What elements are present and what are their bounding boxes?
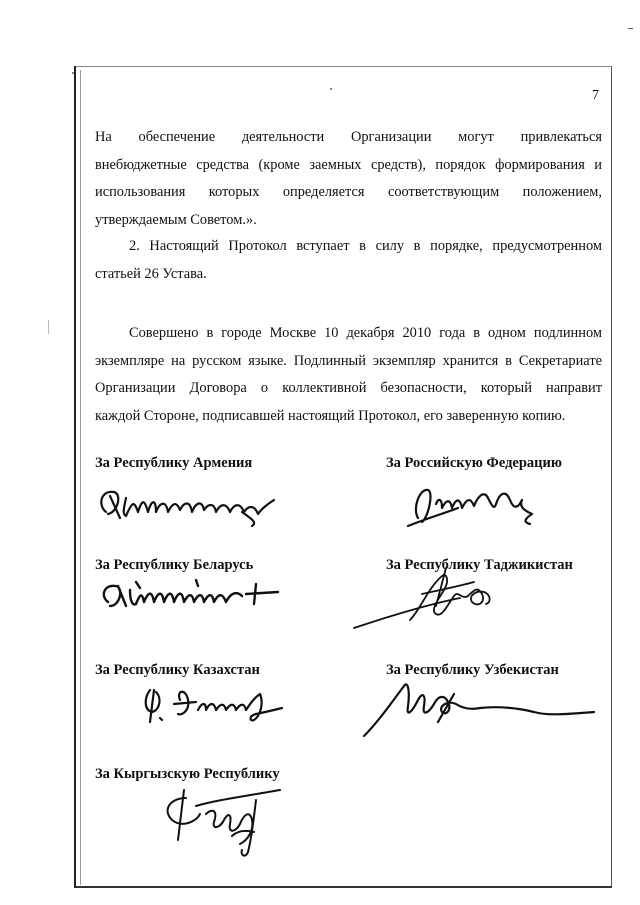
signatory-label-uzbekistan: За Республику Узбекистан: [386, 662, 559, 678]
scan-speck: [72, 72, 74, 74]
text-line: Организации Договора о коллективной безопасности, который направит: [95, 380, 602, 396]
signature-kyrgyzstan: [156, 780, 296, 860]
text-line: утверждаемым Советом.».: [95, 211, 257, 228]
text-line: экземпляре на русском языке. Подлинный экземпляр хранится в Секретариате: [95, 352, 602, 369]
text-line: 2. Настоящий Протокол вступает в силу в порядке, предусмотренном: [129, 238, 602, 254]
text-line: Совершено в городе Москве 10 декабря 2010 года в одном подлинном: [129, 325, 602, 341]
signature-russia: [398, 478, 548, 538]
signature-tajikistan: [350, 560, 510, 635]
signatory-label-tajikistan: За Республику Таджикистан: [386, 557, 573, 573]
scan-speck: [628, 28, 633, 29]
signatory-label-kyrgyzstan: За Кыргызскую Республику: [95, 766, 280, 782]
scan-speck: [330, 88, 332, 90]
page-number: 7: [592, 88, 599, 103]
paragraph-done-at: [95, 320, 602, 430]
scan-speck: [48, 320, 49, 334]
text-line: каждой Стороне, подписавшей настоящий Протокол, его заверенную копию.: [95, 407, 566, 424]
signatory-label-kazakhstan: За Республику Казахстан: [95, 662, 260, 678]
text-line: использования которых определяется соответствующим положением,: [95, 184, 602, 200]
signature-belarus: [96, 576, 286, 618]
signature-uzbekistan: [358, 672, 598, 742]
page-border-inner: [80, 70, 81, 885]
signature-armenia: [92, 482, 292, 530]
text-line: внебюджетные средства (кроме заемных средств), порядок формирования и: [95, 156, 602, 173]
paragraph-funding: [95, 124, 602, 234]
signature-kazakhstan: [136, 680, 296, 730]
paragraph-entry-into-force: [95, 233, 602, 288]
signatory-label-armenia: За Республику Армения: [95, 455, 253, 471]
text-line: На обеспечение деятельности Организации могут привлекаться: [95, 129, 602, 145]
text-line: статьей 26 Устава.: [95, 265, 207, 282]
signatory-label-russia: За Российскую Федерацию: [386, 455, 562, 471]
signatory-label-belarus: За Республику Беларусь: [95, 557, 254, 573]
